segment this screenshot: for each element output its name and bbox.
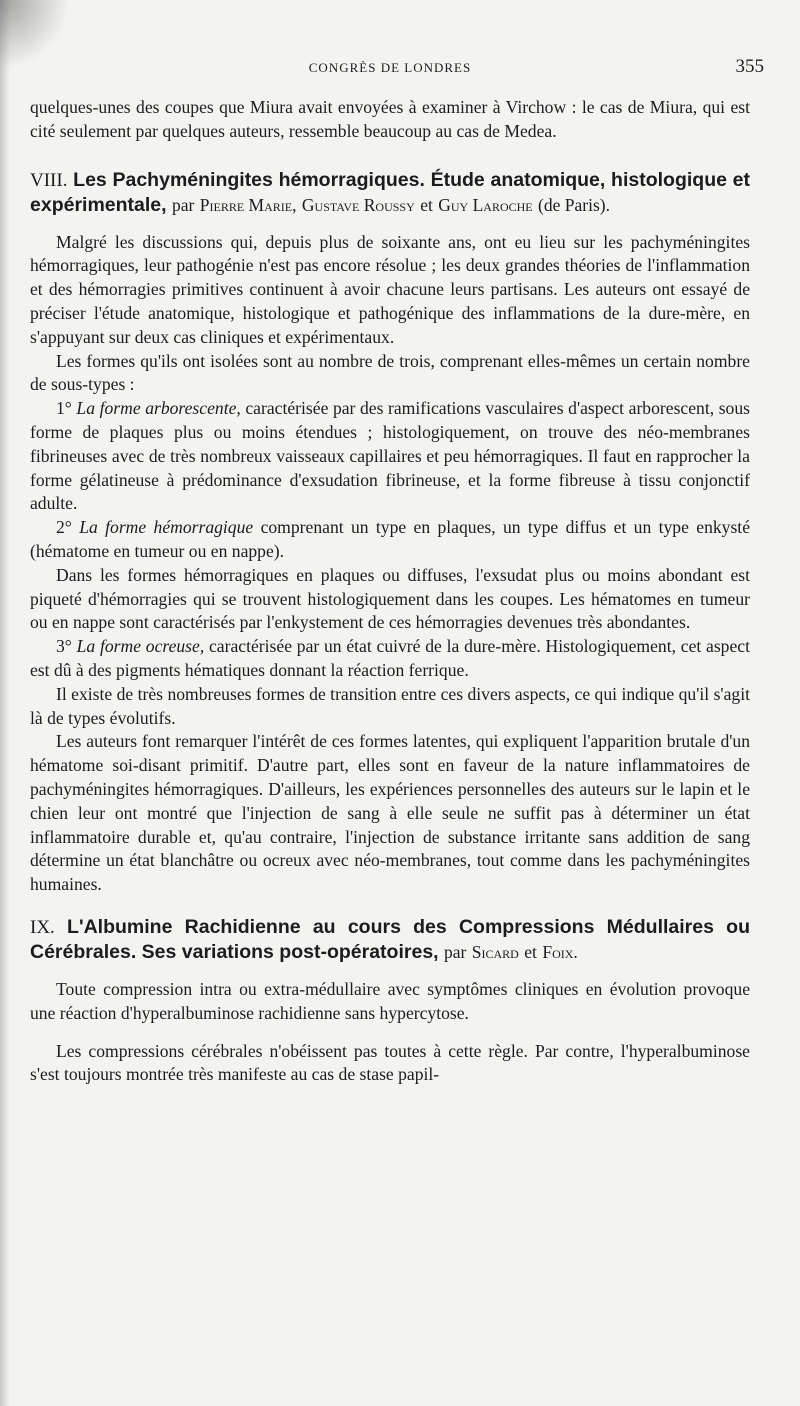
section-8-paragraph-8: Les auteurs font remarquer l'intérêt de ces formes latentes, qui expliquent l'apparition brutale d'un hématome soi-disant primitif. D'autre part, elles sont en faveur de la nature inflammatoires de pachyméningites hémorragiques. D'ailleurs, les expériences personnelles des auteurs sur le lapin et le chien leur ont montré que l'injection de sang à elle seule ne suffit pas à déterminer un état inflammatoire durable et, qu'au contraire, l'injection de substance irritante sans addition de sang détermine un état blanchâtre ou ocreux avec néo-membranes, tout comme dans les pachyméningites humaines. [30,731,750,895]
running-title: CONGRÈS DE LONDRES [308,60,472,75]
running-head [30,56,764,80]
scan-edge-shadow [0,0,10,1406]
section-9-paragraph-2: Les compressions cérébrales n'obéissent pas toutes à cette règle. Par contre, l'hyperalbuminose s'est toujours montrée très manifeste au cas de stase papil- [30,1040,750,1085]
section-8-paragraph-1: Malgré les discussions qui, depuis plus de soixante ans, ont eu lieu sur les pachyméningites hémorragiques, leur pathogénie n'est pas encore résolue ; les deux grandes théories de l'inflammation et des hémorragies primitives continuent à avoir chacune leurs partisans. Les auteurs ont essayé de préciser l'étude anatomique, histologique et pathogénique des inflammations de la dure-mère, en s'appuyant sur deux cas cliniques et expérimentaux. [30,231,750,347]
list-term: La forme hémorragique [79,517,254,538]
section-8-by: par [172,194,195,215]
section-8-author-3: Guy Laroche [438,194,533,215]
spacer [30,964,750,978]
list-number: 1° [56,398,72,419]
section-9-number: IX. [30,916,55,938]
page-number: 355 [735,56,764,77]
list-text: comprenant un type en plaques, un type diffus et un type enkysté (hématome en tumeur ou en nappe). [30,517,751,561]
section-8-paragraph-3 [30,397,750,516]
spacer [30,1026,750,1040]
section-9-author-2: Foix. [542,941,578,962]
list-term: La forme arborescente, [76,398,241,419]
section-8-author-1: Pierre Marie, [199,194,297,215]
spacer [30,217,750,231]
section-8-and: et [420,194,433,215]
section-9-by: par [444,941,467,962]
section-8-paragraph-7: Il existe de très nombreuses formes de transition entre ces divers aspects, ce qui indique qu'il s'agit là de types évolutifs. [30,683,750,728]
intro-paragraph: quelques-unes des coupes que Miura avait envoyées à examiner à Virchow : le cas de Miura, qui est cité seulement par quelques auteurs, ressemble beaucoup au cas de Medea. [30,97,750,141]
section-8-paragraph-2: Les formes qu'ils ont isolées sont au nombre de trois, comprenant elles-mêmes un certain nombre de sous-types : [30,350,750,395]
list-number: 2° [56,517,72,538]
section-8-number: VIII. [30,169,68,191]
list-term: La forme ocreuse, [76,636,205,657]
section-8-place: (de Paris). [538,194,610,215]
spacer [30,144,750,168]
section-9-heading [30,915,750,964]
body-text [30,96,750,1087]
section-8-paragraph-4 [30,516,750,564]
book-page [30,0,764,1406]
spacer [30,897,750,915]
section-9-title: L'Albumine Rachidienne au cours des Compressions Médullaires ou Cérébrales. Ses variations post-opératoires, [30,915,750,963]
list-text: caractérisée par des ramifications vasculaires d'aspect arborescent, sous forme de plaques plus ou moins étendues ; histologiquement, on trouve des néo-membranes fibrineuses avec de très nombreux vaisseaux capillaires et peu hémorragiques. Il faut en rapprocher la forme gélatineuse à prédominance d'exsudation fibrineuse, et la forme fibreuse à tissu conjonctif adulte. [30,398,750,514]
section-8-paragraph-6 [30,635,750,683]
section-9-author-1: Sicard [471,941,519,962]
list-number: 3° [56,636,72,657]
list-text: caractérisée par un état cuivré de la dure-mère. Histologiquement, cet aspect est dû à des pigments hématiques donnant la réaction ferrique. [30,636,750,680]
section-9-and: et [524,941,537,962]
section-8-paragraph-5: Dans les formes hémorragiques en plaques ou diffuses, l'exsudat plus ou moins abondant est piqueté d'hémorragies qui se trouvent histologiquement dans les coupes. Les hématomes en tumeur ou en nappe sont caractérisés par l'enkystement de ces hémorragies devenues très abondantes. [30,564,750,633]
section-8-author-2: Gustave Roussy [301,194,415,215]
section-9-paragraph-1: Toute compression intra ou extra-médullaire avec symptômes cliniques en évolution provoque une réaction d'hyperalbuminose rachidienne sans hypercytose. [30,978,750,1023]
section-8-title: Les Pachyméningites hémorragiques. Étude anatomique, histologique et expérimentale, [30,168,750,216]
section-8-heading [30,168,750,217]
